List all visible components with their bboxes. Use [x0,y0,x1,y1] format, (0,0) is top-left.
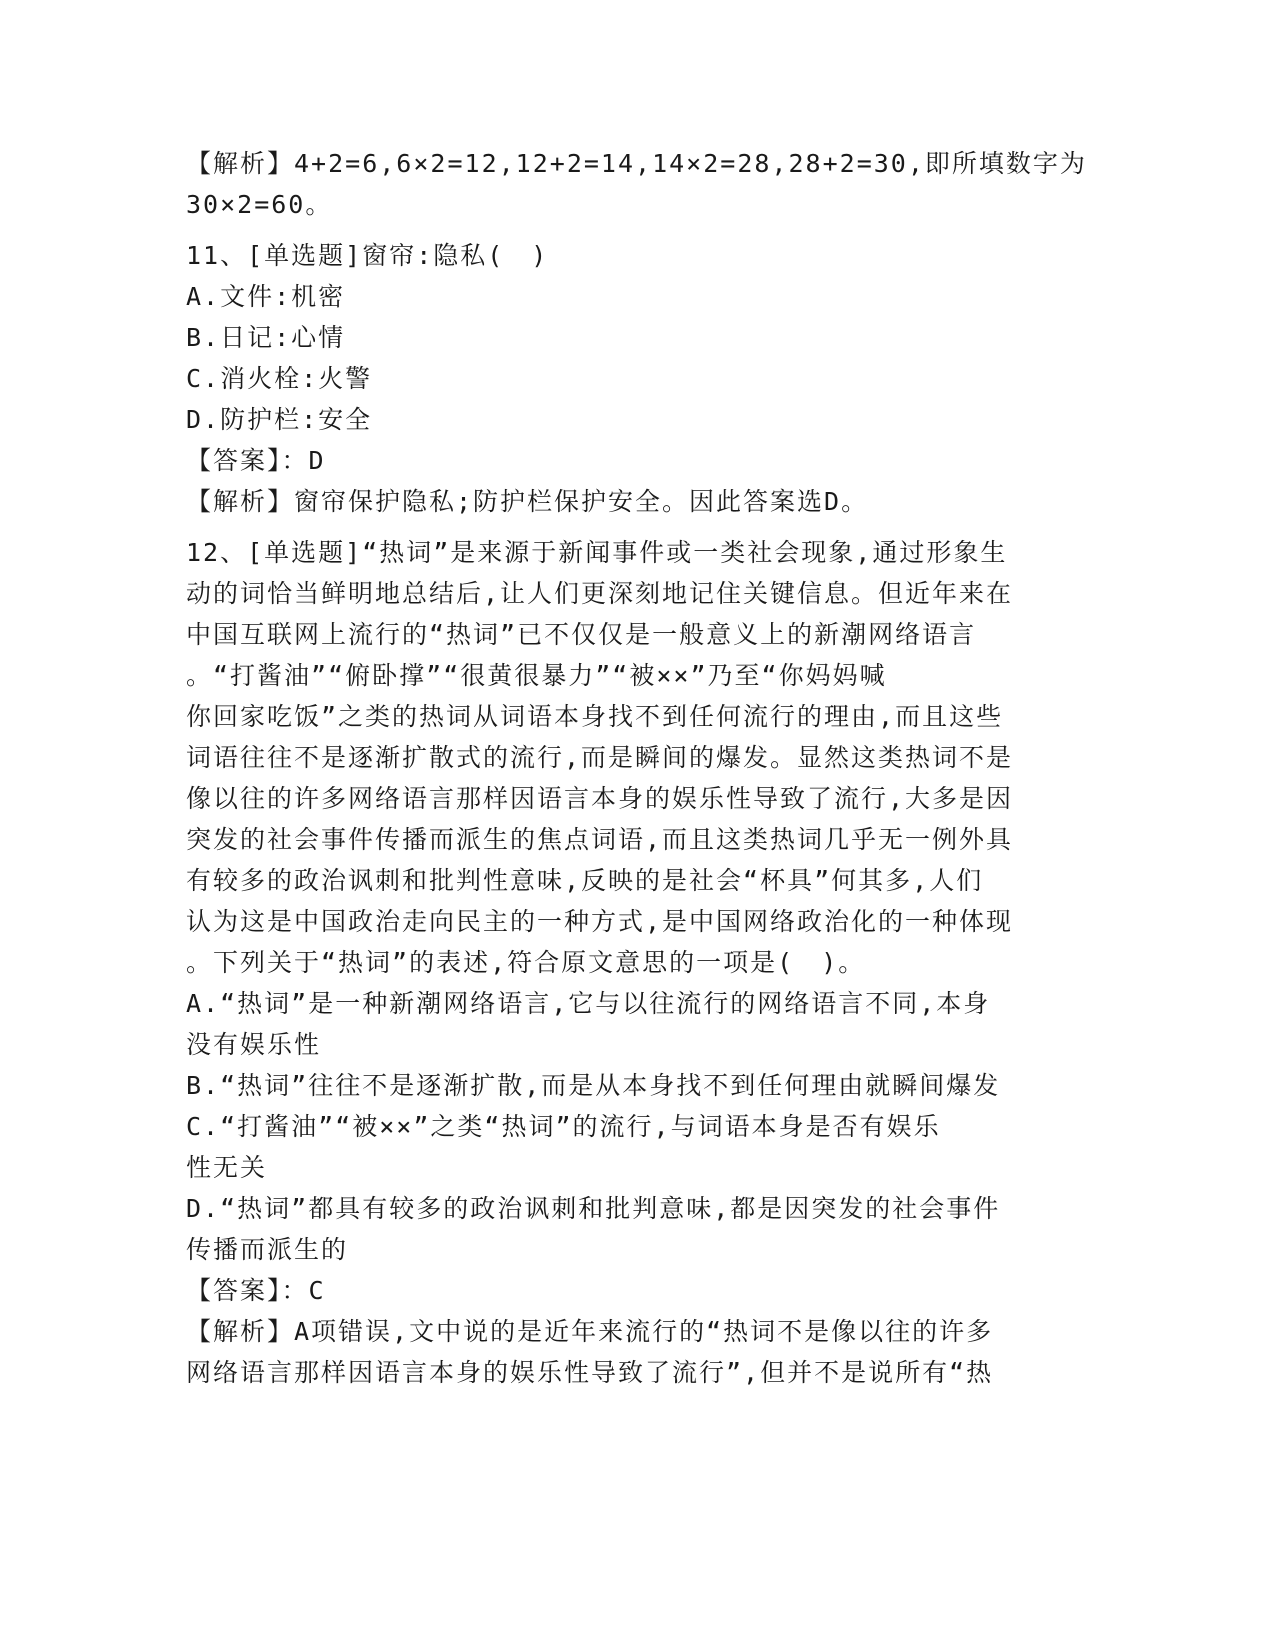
question-stem [186,532,1086,983]
analysis-line: 网络语言那样因语言本身的娱乐性导致了流行”,但并不是说所有“热 [186,1358,994,1387]
stem-line: 。下列关于“热词”的表述,符合原文意思的一项是( )。 [186,948,866,977]
stem-line: 你回家吃饭”之类的热词从词语本身找不到任何流行的理由,而且这些 [186,702,1004,731]
option-d-cont: 传播而派生的 [186,1235,349,1264]
stem-line: 动的词恰当鲜明地总结后,让人们更深刻地记住关键信息。但近年来在 [186,579,1014,608]
stem-line: 像以往的许多网络语言那样因语言本身的娱乐性导致了流行,大多是因 [186,784,1014,813]
options [186,983,1086,1270]
option-a: A.“热词”是一种新潮网络语言,它与以往流行的网络语言不同,本身 [186,989,991,1018]
analysis-q10 [186,143,1086,225]
stem-line: 。“打酱油”“俯卧撑”“很黄很暴力”“被××”乃至“你妈妈喊 [186,661,887,690]
question-stem: 11、[单选题]窗帘:隐私( ) [186,241,549,270]
stem-line: 词语往往不是逐渐扩散式的流行,而是瞬间的爆发。显然这类热词不是 [186,743,1014,772]
question-12 [186,532,1086,1393]
option-b: B.“热词”往往不是逐渐扩散,而是从本身找不到任何理由就瞬间爆发 [186,1071,1001,1100]
stem-line: 12、[单选题]“热词”是来源于新闻事件或一类社会现象,通过形象生 [186,538,1008,567]
option-c: C.“打酱油”“被××”之类“热词”的流行,与词语本身是否有娱乐 [186,1112,941,1141]
option-d: D.“热词”都具有较多的政治讽刺和批判意味,都是因突发的社会事件 [186,1194,1001,1223]
stem-line: 认为这是中国政治走向民主的一种方式,是中国网络政治化的一种体现 [186,907,1014,936]
option-c-cont: 性无关 [186,1153,268,1182]
analysis [186,1311,1086,1393]
answer: 【答案】：D [186,446,326,475]
option-b: B.日记:心情 [186,323,346,352]
option-a: A.文件:机密 [186,282,346,311]
question-11 [186,235,1086,522]
document-page [186,143,1086,1393]
analysis-line: 30×2=60。 [186,190,333,219]
stem-line: 突发的社会事件传播而派生的焦点词语,而且这类热词几乎无一例外具 [186,825,1014,854]
option-a-cont: 没有娱乐性 [186,1030,322,1059]
option-c: C.消火栓:火警 [186,364,373,393]
analysis-line: 【解析】4+2=6,6×2=12,12+2=14,14×2=28,28+2=30,即所填数字为 [186,149,1087,178]
stem-line: 有较多的政治讽刺和批判性意味,反映的是社会“杯具”何其多,人们 [186,866,984,895]
option-d: D.防护栏:安全 [186,405,373,434]
analysis: 【解析】窗帘保护隐私;防护栏保护安全。因此答案选D。 [186,487,869,516]
analysis-line: 【解析】A项错误,文中说的是近年来流行的“热词不是像以往的许多 [186,1317,994,1346]
stem-line: 中国互联网上流行的“热词”已不仅仅是一般意义上的新潮网络语言 [186,620,977,649]
answer: 【答案】：C [186,1276,326,1305]
